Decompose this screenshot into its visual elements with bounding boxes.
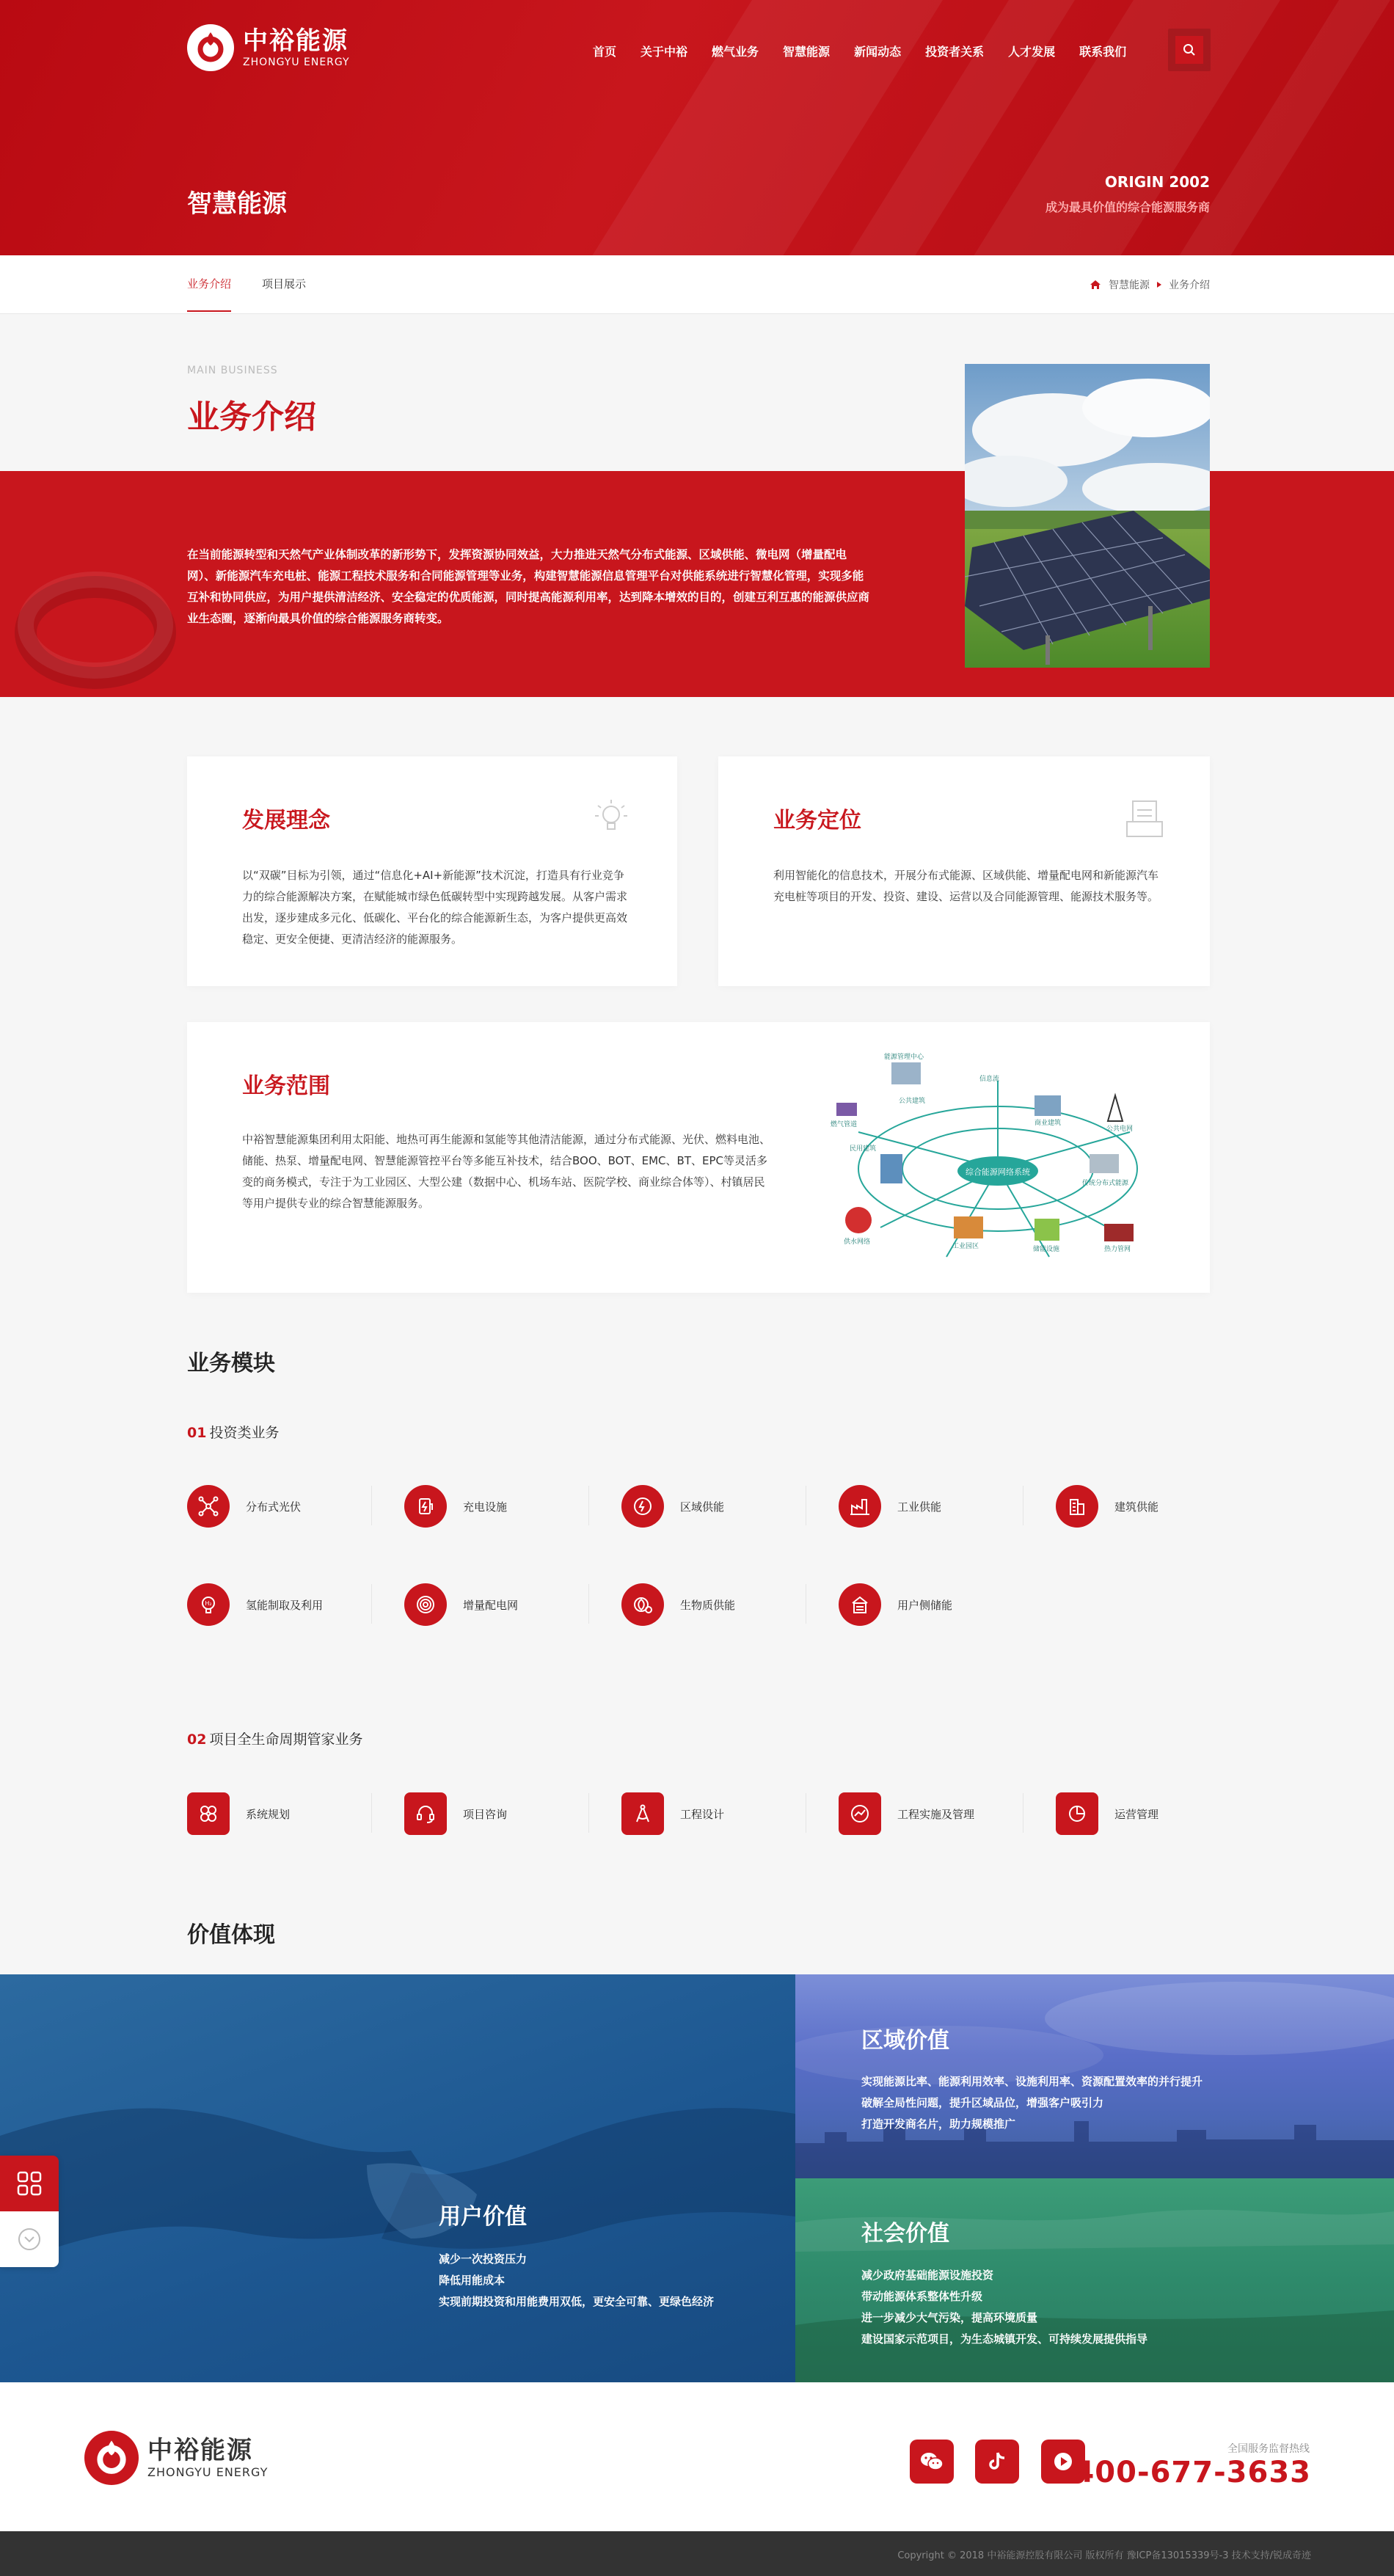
module-implementation[interactable]	[839, 1792, 974, 1836]
value-line: 打造开发商名片，助力规模推广	[861, 2117, 1016, 2131]
biomass-icon	[621, 1583, 664, 1626]
group-title-investment	[187, 1422, 279, 1442]
diagram-node: 热力管网	[1104, 1246, 1131, 1253]
intro-text: 在当前能源转型和天然气产业体制改革的新形势下，发挥资源协同效益，大力推进天然气分布式能源、区域供能、微电网（增量配电网）、新能源汽车充电桩、能源工程技术服务和合同能源管理等业务，构建智慧能源信息管理平台对供能系统进行智慧化管理，实现多能互补和协同供应，为用户提供清洁经济、安全稳定的优质能源，同时提高能源利用率，达到降本增效的目的，创建互利互惠的能源供应商业生态圈，逐渐向最具价值的综合能源服务商转变。	[187, 548, 870, 625]
modules-title: 业务模块	[187, 1351, 275, 1376]
society-value-panel	[795, 2178, 1394, 2382]
grid-icon	[404, 1583, 447, 1626]
logo-name-cn: 中裕能源	[243, 26, 348, 56]
play-icon	[1052, 2451, 1074, 2473]
diagram-node: 供水网络	[844, 1238, 871, 1246]
diagram-node: 公共电网	[1106, 1125, 1134, 1133]
card-title: 发展理念	[242, 808, 330, 833]
origin-text: ORIGIN 2002	[1104, 173, 1210, 191]
nav-item-smart-energy[interactable]: 智慧能源	[783, 45, 831, 59]
module-label: 项目咨询	[463, 1807, 508, 1821]
logo[interactable]	[187, 24, 350, 71]
section-en-label: MAIN BUSINESS	[187, 365, 278, 376]
energy-network-diagram	[814, 1051, 1152, 1271]
value-line: 降低用能成本	[439, 2274, 506, 2287]
footer-logo[interactable]	[84, 2431, 268, 2485]
hydrogen-icon	[187, 1583, 230, 1626]
diagram-node: 工业园区	[952, 1243, 979, 1250]
value-line: 实现前期投资和用能费用双低，更安全可靠、更绿色经济	[439, 2295, 715, 2308]
region-value-lines	[861, 2071, 1375, 2135]
menu-button[interactable]	[0, 2156, 59, 2211]
main-nav	[593, 43, 1150, 59]
implementation-icon	[839, 1792, 881, 1835]
divider	[371, 1486, 372, 1525]
nav-item-gas[interactable]: 燃气业务	[712, 45, 759, 59]
solar-network-icon	[187, 1485, 230, 1528]
value-line: 建设国家示范项目，为生态城镇开发、可持续发展提供指导	[861, 2332, 1148, 2346]
divider	[588, 1486, 589, 1525]
logo-name-en: ZHONGYU ENERGY	[243, 56, 350, 68]
card-text: 以“双碳”目标为引领，通过“信息化+AI+新能源”技术沉淀，打造具有行业竞争力的综合能源解决方案，在赋能城市绿色低碳转型中实现跨越发展。从客户需求出发，逐步建成多元化、低碳化、平台化的综合能源新生态，为客户提供更高效稳定、更安全便捷、更清洁经济的能源服务。	[242, 869, 628, 946]
society-value-title: 社会价值	[861, 2221, 949, 2247]
hotline-number[interactable]: 400-677-3633	[1073, 2456, 1311, 2489]
handshake-image	[0, 1974, 795, 2382]
value-title: 价值体现	[187, 1922, 275, 1948]
section-title: 业务介绍	[187, 398, 316, 436]
card-business-position	[718, 756, 1210, 986]
copyright-text: Copyright © 2018 中裕能源控股有限公司 版权所有 豫ICP备13015339号-3 技术支持/锐成奇迹	[897, 2550, 1311, 2561]
module-hydrogen[interactable]	[187, 1583, 323, 1627]
module-biomass[interactable]	[621, 1583, 735, 1627]
module-label: 系统规划	[246, 1807, 291, 1821]
module-label: 运营管理	[1114, 1807, 1159, 1821]
chevron-down-icon	[17, 2227, 42, 2252]
group-number: 02	[187, 1732, 207, 1748]
module-operation-management[interactable]	[1056, 1792, 1158, 1836]
user-value-panel	[0, 1974, 795, 2382]
value-line: 进一步减少大气污染，提高环境质量	[861, 2311, 1038, 2324]
value-line: 减少一次投资压力	[439, 2252, 528, 2266]
page-title: 智慧能源	[187, 189, 287, 219]
module-building-energy[interactable]	[1056, 1484, 1158, 1528]
nav-item-about[interactable]: 关于中裕	[641, 45, 688, 59]
diagram-node: 能源管理中心	[884, 1054, 924, 1061]
nav-item-home[interactable]: 首页	[593, 45, 617, 59]
module-regional-energy[interactable]	[621, 1484, 724, 1528]
footer-brand-cn: 中裕能源	[147, 2435, 253, 2465]
hotline-label: 全国服务监督热线	[1227, 2443, 1310, 2455]
breadcrumb-item[interactable]: 智慧能源	[1109, 280, 1150, 291]
operation-icon	[1056, 1792, 1098, 1835]
nav-item-contact[interactable]: 联系我们	[1079, 45, 1127, 59]
divider	[371, 1793, 372, 1833]
nav-item-investors[interactable]: 投资者关系	[925, 45, 985, 59]
module-label: 工业供能	[897, 1500, 942, 1514]
module-industrial-energy[interactable]	[839, 1484, 941, 1528]
group-label: 项目全生命周期管家业务	[209, 1732, 363, 1748]
diagram-node: 信息流	[979, 1076, 1000, 1083]
module-label: 工程实施及管理	[897, 1807, 975, 1821]
copyright-bar	[0, 2531, 1394, 2576]
grid-menu-icon	[15, 2170, 43, 2197]
module-incremental-grid[interactable]	[404, 1583, 518, 1627]
hero-banner	[0, 0, 1394, 255]
module-label: 充电设施	[463, 1500, 508, 1514]
module-user-storage[interactable]	[839, 1583, 952, 1627]
douyin-icon	[987, 2451, 1007, 2473]
floating-side-widget	[0, 2156, 59, 2267]
charging-icon	[404, 1485, 447, 1528]
footer	[0, 2382, 1394, 2531]
card-text: 利用智能化的信息技术，开展分布式能源、区域供能、增量配电网和新能源汽车充电桩等项目的开发、投资、建设、运营以及合同能源管理、能源技术服务等。	[773, 869, 1159, 903]
module-label: 区域供能	[680, 1500, 725, 1514]
wechat-icon	[919, 2451, 944, 2473]
value-line: 带动能源体系整体性升级	[861, 2290, 983, 2303]
divider	[371, 1584, 372, 1624]
diagram-node: 传统分布式能源	[1082, 1180, 1129, 1187]
user-value-title: 用户价值	[439, 2204, 527, 2230]
design-icon	[621, 1792, 664, 1835]
search-icon	[1183, 43, 1196, 56]
tab-business-intro[interactable]: 业务介绍	[187, 277, 232, 291]
module-label: 工程设计	[680, 1807, 725, 1821]
value-line: 实现能源比率、能源利用效率、设施利用率、资源配置效率的并行提升	[861, 2075, 1203, 2088]
module-label: 用户侧储能	[897, 1598, 953, 1612]
tab-projects[interactable]: 项目展示	[262, 277, 307, 291]
card-text: 中裕智慧能源集团利用太阳能、地热可再生能源和氢能等其他清洁能源，通过分布式能源、光伏、燃料电池、储能、热泵、增量配电网、智慧能源管控平台等多能互补技术，结合BOO、BOT、EMC、BT、EPC等灵活多变的商务模式，专注于为工业园区、大型公建（数据中心、机场车站、医院学校、商业综合体等）、村镇居民等用户提供专业的综合智慧能源服务。	[242, 1133, 771, 1210]
module-distributed-pv[interactable]	[187, 1484, 301, 1528]
module-charging[interactable]	[404, 1484, 507, 1528]
wechat-button[interactable]	[910, 2440, 954, 2484]
breadcrumb-current: 业务介绍	[1169, 280, 1210, 291]
nav-item-news[interactable]: 新闻动态	[854, 45, 902, 59]
divider	[588, 1584, 589, 1624]
society-value-lines	[861, 2265, 1375, 2350]
value-line: 破解全局性问题，提升区域品位，增强客户吸引力	[861, 2096, 1104, 2109]
scroll-down-button[interactable]	[0, 2211, 59, 2267]
card-title: 业务范围	[242, 1073, 330, 1099]
diagram-node: 公共建筑	[899, 1098, 926, 1105]
divider	[588, 1793, 589, 1833]
user-value-lines	[439, 2249, 776, 2313]
sub-navigation	[0, 255, 1394, 314]
document-icon	[1124, 797, 1165, 841]
group-label: 投资类业务	[209, 1425, 280, 1441]
slogan-text: 成为最具价值的综合能源服务商	[1045, 200, 1210, 214]
group-title-lifecycle	[187, 1729, 362, 1748]
card-title: 业务定位	[773, 808, 861, 833]
regional-energy-icon	[621, 1485, 664, 1528]
diagram-center: 综合能源网络系统	[966, 1167, 1030, 1177]
nav-item-careers[interactable]: 人才发展	[1008, 45, 1056, 59]
search-button[interactable]	[1168, 29, 1211, 71]
logo-watermark-icon	[15, 552, 176, 691]
region-value-panel	[795, 1974, 1394, 2178]
svg-text:H₂: H₂	[205, 1600, 212, 1607]
region-value-title: 区域价值	[861, 2028, 949, 2054]
module-engineering-design[interactable]	[621, 1792, 724, 1836]
module-label: 分布式光伏	[246, 1500, 302, 1514]
building-icon	[1056, 1485, 1098, 1528]
industry-icon	[839, 1485, 881, 1528]
solar-panel-image	[965, 364, 1210, 668]
module-label: 建筑供能	[1114, 1500, 1159, 1514]
module-label: 生物质供能	[680, 1598, 736, 1612]
diagram-node: 民用建筑	[850, 1145, 877, 1153]
logo-mark-icon	[84, 2431, 139, 2485]
logo-mark-icon	[187, 24, 234, 71]
card-business-scope	[187, 1022, 1210, 1293]
breadcrumb-arrow-icon	[1157, 282, 1161, 288]
group-number: 01	[187, 1425, 207, 1441]
home-icon[interactable]	[1090, 280, 1101, 290]
lightbulb-icon	[591, 797, 632, 838]
diagram-node: 储能设施	[1033, 1246, 1060, 1253]
value-line: 减少政府基础能源设施投资	[861, 2269, 994, 2282]
diagram-node: 商业建筑	[1034, 1120, 1062, 1127]
footer-brand-en: ZHONGYU ENERGY	[147, 2464, 269, 2479]
consulting-icon	[404, 1792, 447, 1835]
douyin-button[interactable]	[975, 2440, 1019, 2484]
breadcrumb	[1090, 277, 1210, 292]
module-label: 增量配电网	[463, 1598, 519, 1612]
module-label: 氢能制取及利用	[246, 1598, 324, 1612]
storage-icon	[839, 1583, 881, 1626]
diagram-node: 燃气管道	[831, 1121, 858, 1128]
module-system-planning[interactable]	[187, 1792, 290, 1836]
card-development-idea	[187, 756, 677, 986]
module-project-consulting[interactable]	[404, 1792, 507, 1836]
planning-icon	[187, 1792, 230, 1835]
